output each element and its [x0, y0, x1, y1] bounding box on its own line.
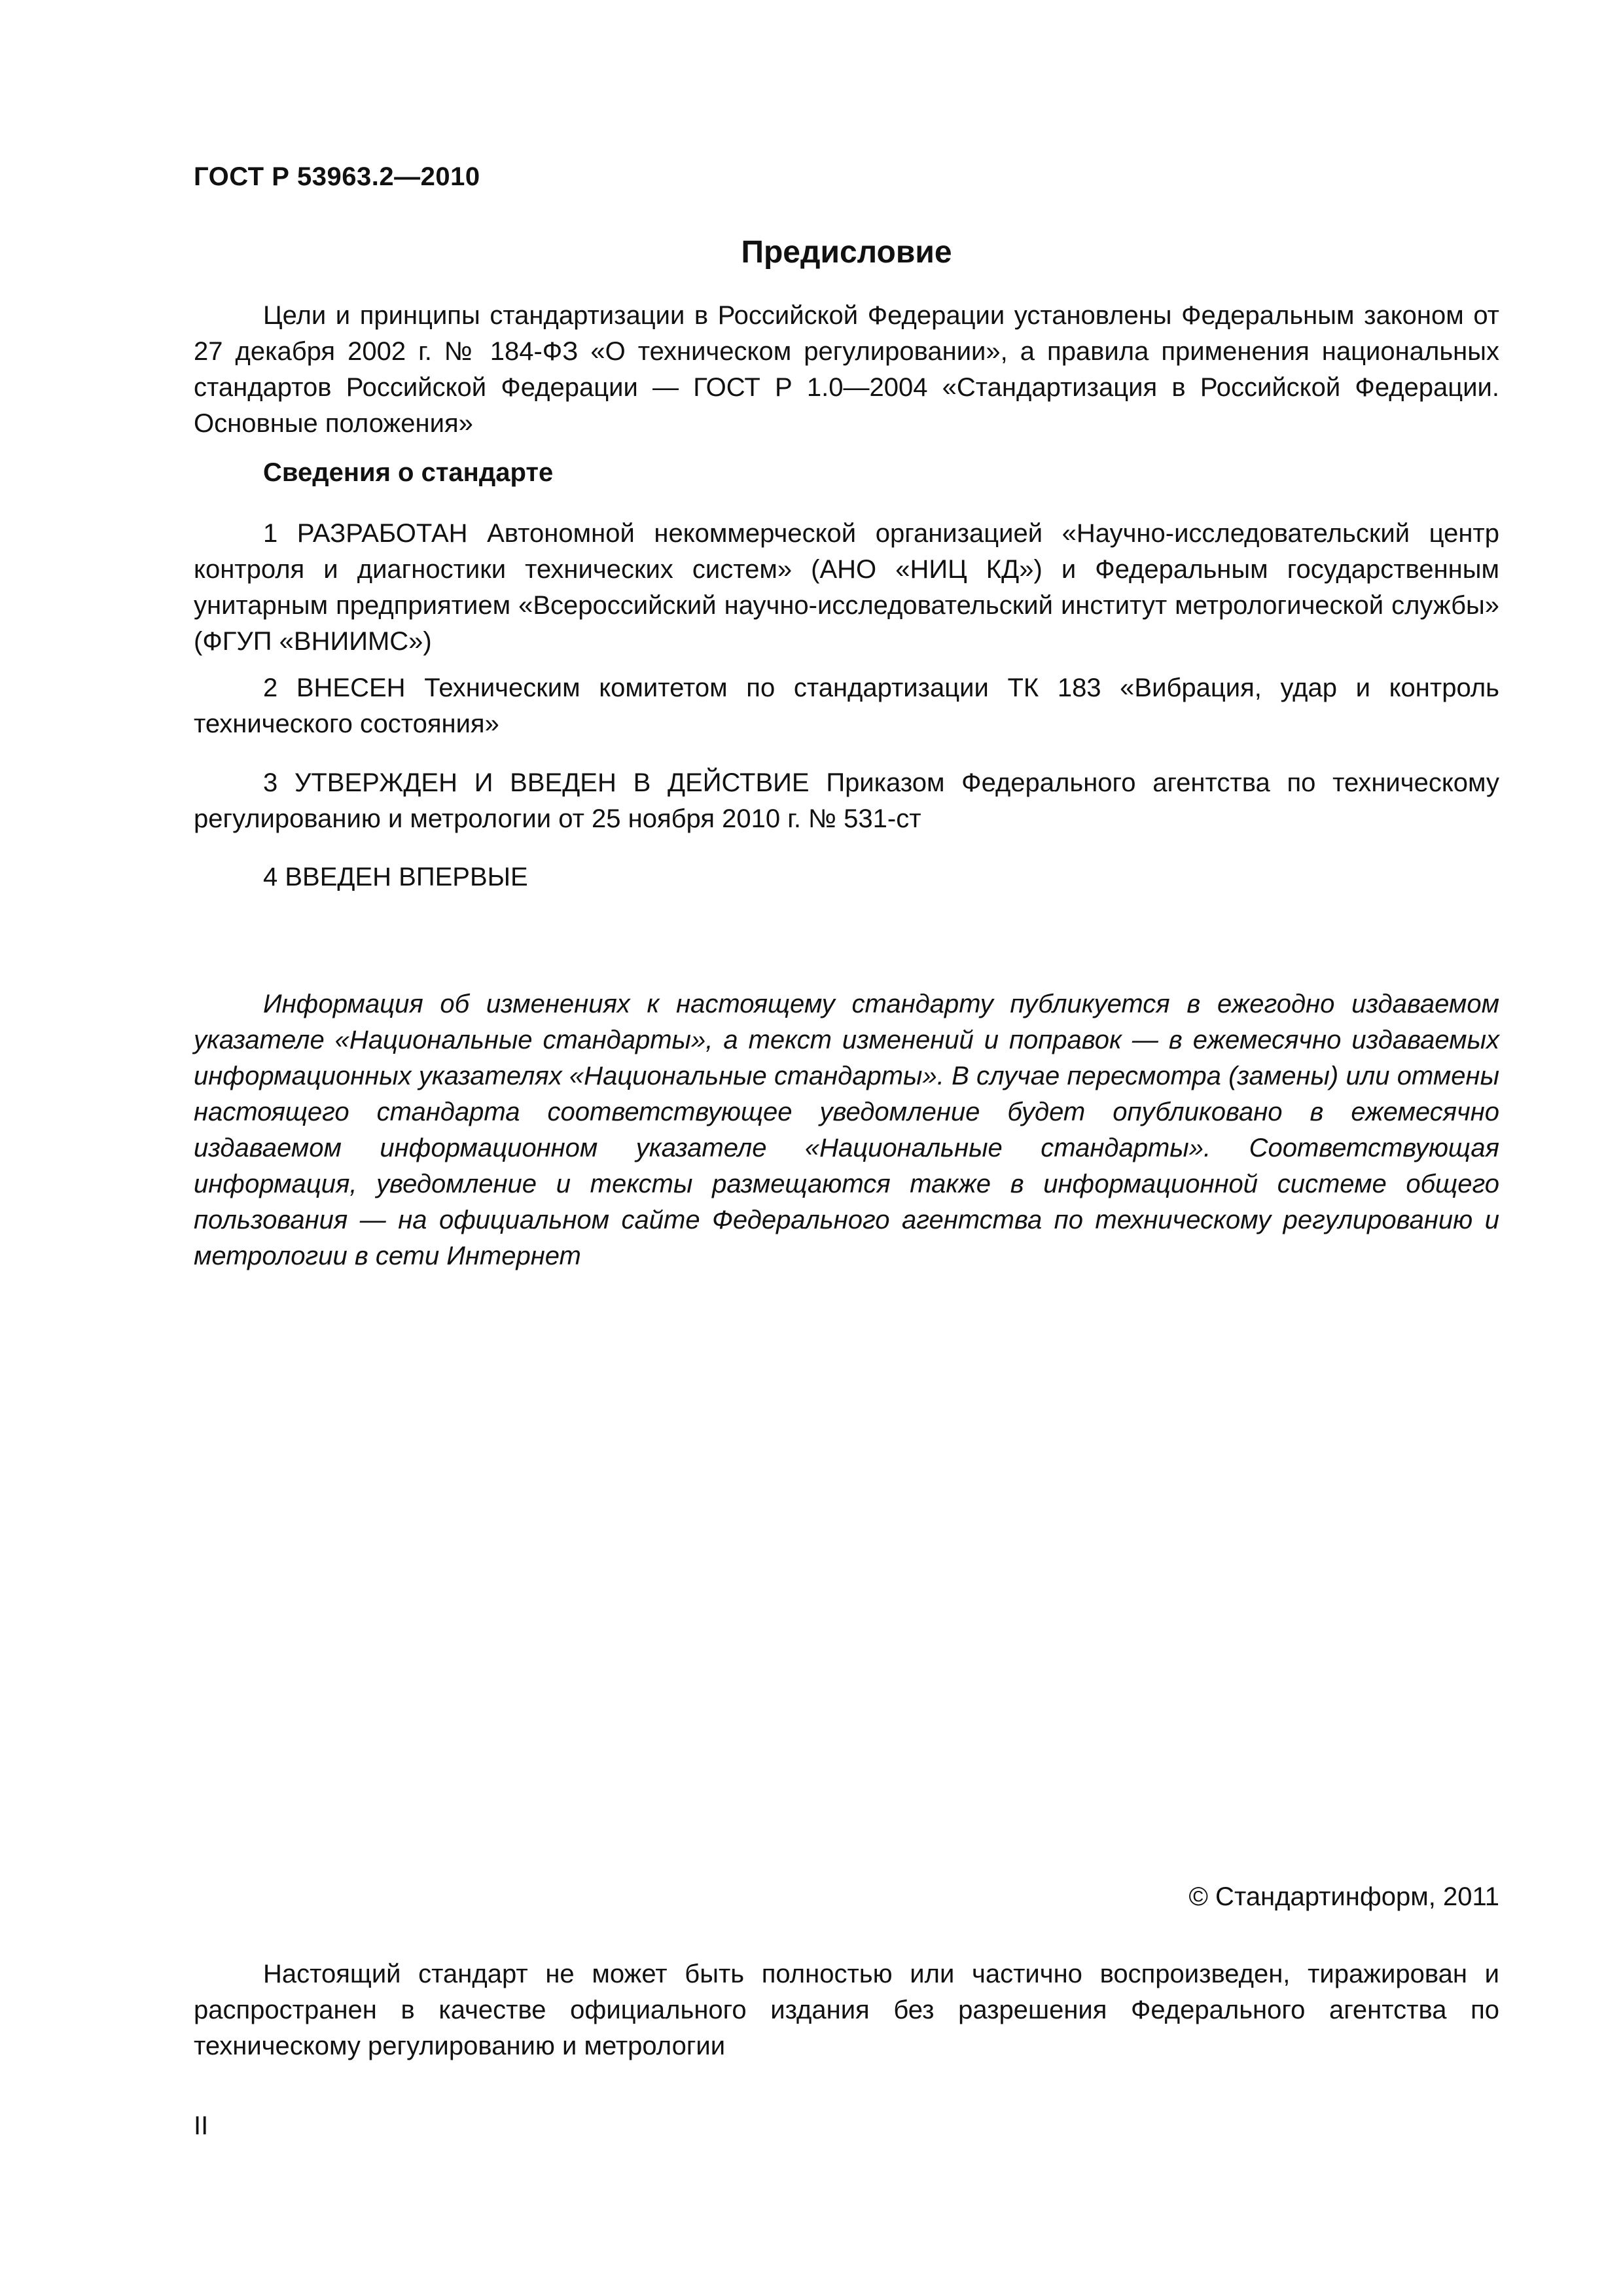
info-item-4: 4 ВВЕДЕН ВПЕРВЫЕ — [263, 863, 528, 891]
document-designation: ГОСТ Р 53963.2—2010 — [194, 162, 480, 191]
reproduction-notice: Настоящий стандарт не может быть полностью или частично воспроизведен, тиражирован и распространен в качестве официального издания без разрешения Федерального агентства по техническому регулированию и метрологии — [194, 1960, 1499, 2060]
page-number: II — [194, 2111, 209, 2140]
section-title: Предисловие — [741, 235, 952, 270]
info-item-1: 1 РАЗРАБОТАН Автономной некоммерческой организацией «Научно-исследовательский центр контроля и диагностики технических систем» (АНО «НИЦ КД») и Федеральным государственным унитарным предприятием «Всероссийский научно-исследовательский институт метрологической службы» (ФГУП «ВНИИМС») — [194, 519, 1499, 656]
info-item-2: 2 ВНЕСЕН Техническим комитетом по стандартизации ТК 183 «Вибрация, удар и контроль технического состояния» — [194, 673, 1499, 738]
intro-paragraph: Цели и принципы стандартизации в Российской Федерации установлены Федеральным законом от 27 декабря 2002 г. № 184-ФЗ «О техническом регулировании», а правила применения национальных стандартов Российской Федерации — ГОСТ Р 1.0—2004 «Стандартизация в Российской Федерации. Основные положения» — [194, 301, 1499, 438]
copyright: © Стандартинформ, 2011 — [1188, 1882, 1499, 1911]
info-item-3: 3 УТВЕРЖДЕН И ВВЕДЕН В ДЕЙСТВИЕ Приказом Федерального агентства по техническому регулированию и метрологии от 25 ноября 2010 г. № 531-ст — [194, 768, 1499, 833]
amendments-notice: Информация об изменениях к настоящему стандарту публикуется в ежегодно издаваемом указателе «Национальные стандарты», а текст изменений и поправок — в ежемесячно издаваемых информационных указателях «Национальные стандарты». В случае пересмотра (замены) или отмены настоящего стандарта соответствующее уведомление будет опубликовано в ежемесячно издаваемом информационном указателе «Национальные стандарты». Соответствующая информация, уведомление и тексты размещаются также в информационной системе общего пользования — на официальном сайте Федерального агентства по техническому регулированию и метрологии в сети Интернет — [194, 990, 1499, 1270]
info-heading: Сведения о стандарте — [263, 458, 554, 487]
